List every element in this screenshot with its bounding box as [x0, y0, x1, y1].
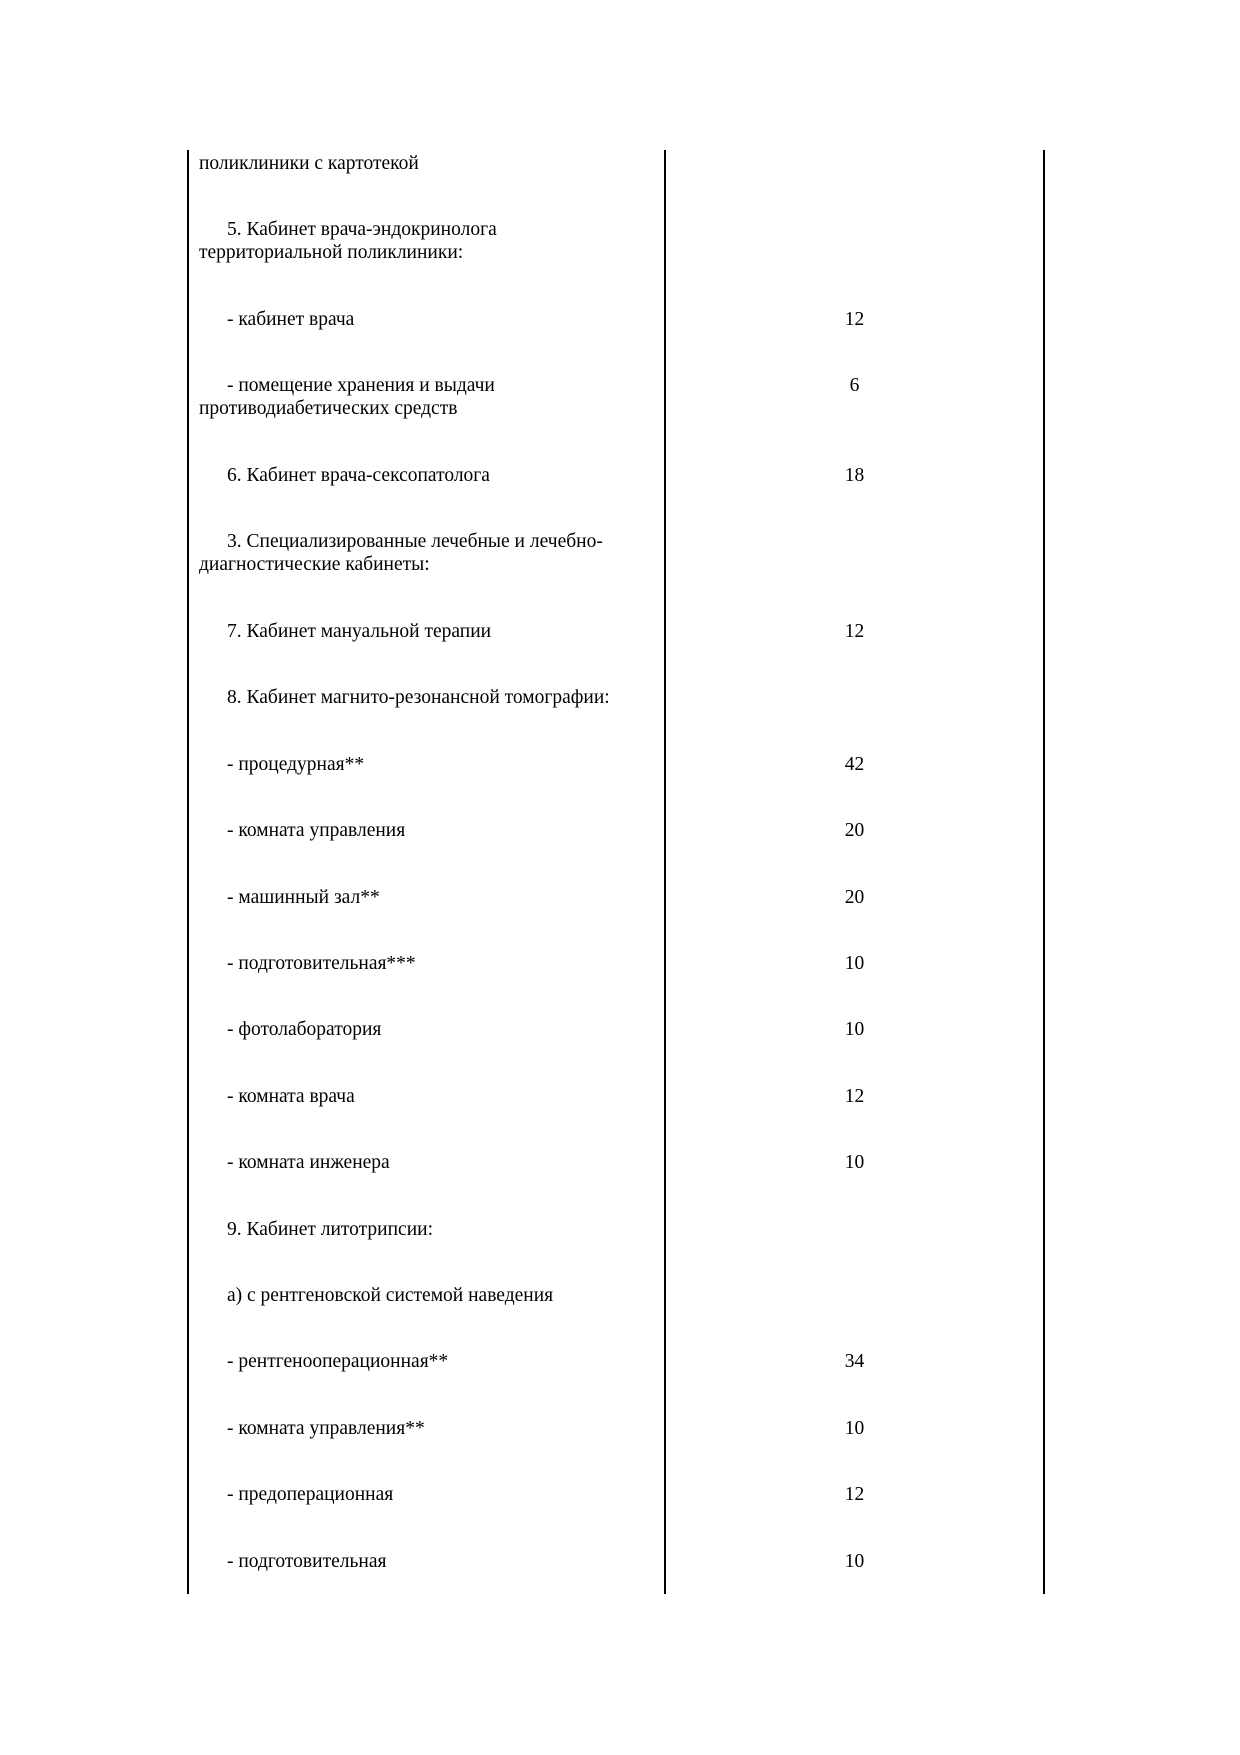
room-name-text: 7. Кабинет мануальной терапии — [227, 621, 492, 642]
room-name-text: - машинный зал** — [227, 887, 380, 908]
room-name-continuation: противодиабетических средств — [199, 398, 458, 419]
room-name-line — [199, 686, 659, 709]
room-name-text: - комната управления — [227, 820, 406, 841]
room-area-cell: 12 — [844, 1086, 865, 1107]
room-name-line — [199, 1550, 659, 1573]
room-name-cell — [199, 1018, 659, 1041]
room-area-cell: 12 — [844, 1484, 865, 1505]
room-name-cell — [199, 308, 659, 331]
table-border-right — [1043, 150, 1045, 1594]
room-name-cell — [199, 952, 659, 975]
table-column-divider — [664, 150, 666, 1594]
room-name-cell — [199, 1085, 659, 1108]
room-name-line — [199, 1018, 659, 1041]
room-name-line — [199, 374, 659, 397]
room-name-line — [199, 819, 659, 842]
room-name-continuation: территориальной поликлиники: — [199, 242, 464, 263]
table-border-left — [187, 150, 189, 1594]
room-name-text: 5. Кабинет врача-эндокринолога — [227, 219, 497, 240]
room-name-line — [199, 952, 659, 975]
room-name-text: - комната инженера — [227, 1152, 390, 1173]
room-name-line — [199, 1151, 659, 1174]
room-name-line — [199, 464, 659, 487]
room-name-line — [199, 152, 659, 175]
room-name-text: - подготовительная — [227, 1551, 387, 1572]
room-name-cell — [199, 218, 659, 264]
room-name-text: поликлиники с картотекой — [199, 153, 419, 174]
room-name-text: - фотолаборатория — [227, 1019, 382, 1040]
room-name-line — [199, 753, 659, 776]
room-area-cell: 18 — [844, 465, 865, 486]
room-name-cell — [199, 686, 659, 709]
rooms-table — [187, 150, 1045, 1594]
room-area-cell: 42 — [844, 754, 865, 775]
room-area-cell: 10 — [844, 1019, 865, 1040]
room-area-cell: 12 — [844, 621, 865, 642]
room-name-cell — [199, 1417, 659, 1440]
room-name-text: - процедурная** — [227, 754, 365, 775]
room-area-cell: 20 — [844, 887, 865, 908]
room-name-line — [199, 620, 659, 643]
room-name-cell — [199, 1218, 659, 1241]
room-name-line — [199, 886, 659, 909]
room-name-line — [199, 1417, 659, 1440]
room-name-line — [199, 218, 659, 241]
room-name-continuation: диагностические кабинеты: — [199, 554, 430, 575]
room-name-text: - помещение хранения и выдачи — [227, 375, 495, 396]
room-name-cell — [199, 1550, 659, 1573]
room-area-cell: 10 — [844, 953, 865, 974]
room-name-text: 3. Специализированные лечебные и лечебно- — [227, 531, 603, 552]
room-name-cell — [199, 753, 659, 776]
room-name-text: - подготовительная*** — [227, 953, 416, 974]
room-area-cell: 34 — [844, 1351, 865, 1372]
room-name-cell — [199, 620, 659, 643]
room-name-cell — [199, 152, 659, 175]
room-area-cell: 10 — [844, 1152, 865, 1173]
room-name-cell — [199, 819, 659, 842]
room-name-line — [199, 308, 659, 331]
room-area-cell: 10 — [844, 1418, 865, 1439]
room-name-text: - комната управления** — [227, 1418, 425, 1439]
room-area-cell: 20 — [844, 820, 865, 841]
room-name-line — [199, 1483, 659, 1506]
room-name-text: 6. Кабинет врача-сексопатолога — [227, 465, 490, 486]
room-name-cell — [199, 464, 659, 487]
room-area-cell: 12 — [844, 309, 865, 330]
room-area-cell: 6 — [849, 375, 860, 396]
room-name-cell — [199, 1284, 659, 1307]
room-name-line — [199, 530, 659, 553]
room-name-text: а) с рентгеновской системой наведения — [227, 1285, 554, 1306]
room-name-cell — [199, 1483, 659, 1506]
room-name-line — [199, 1350, 659, 1373]
room-name-text: 9. Кабинет литотрипсии: — [227, 1219, 433, 1240]
room-name-cell — [199, 1151, 659, 1174]
room-name-text: - комната врача — [227, 1086, 355, 1107]
room-name-line — [199, 1284, 659, 1307]
room-name-cell — [199, 530, 659, 576]
room-name-line — [199, 1218, 659, 1241]
room-name-cell — [199, 374, 659, 420]
room-area-cell: 10 — [844, 1551, 865, 1572]
room-name-text: - кабинет врача — [227, 309, 355, 330]
room-name-cell — [199, 886, 659, 909]
room-name-text: - рентгенооперационная** — [227, 1351, 449, 1372]
room-name-cell — [199, 1350, 659, 1373]
room-name-text: - предоперационная — [227, 1484, 394, 1505]
room-name-text: 8. Кабинет магнито-резонансной томографии: — [227, 687, 610, 708]
room-name-line — [199, 1085, 659, 1108]
